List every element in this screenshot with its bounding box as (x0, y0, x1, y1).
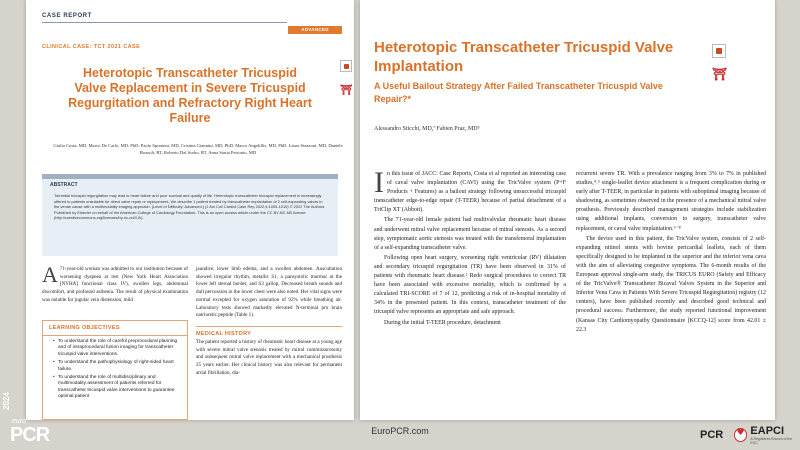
heart-icon (734, 428, 747, 442)
drop-cap: A (42, 262, 58, 287)
learning-objective-item: • To understand the pathophysiology of right-sided heart failure. (53, 360, 181, 373)
eapci-logo (734, 424, 798, 446)
eapci-logo-subtext: A Registered Branch of the ESC (750, 436, 793, 445)
left-article-authors: Giulia Costa, MD, Marco De Carlo, MD, PhD, Paolo Spontoni, MD, Cristina Giannini, MD, PhD, Marco Angelillis, MD, PhD, Laura Stazzoni, MD, Daniele Bozzoli, RT, Roberto Dal Sorbo, RT, Anna Sonia Petronio, MD (53, 143, 343, 155)
learning-objectives-box (42, 320, 188, 420)
left-article-title: Heterotopic Transcatheter Tricuspid Valve Replacement in Severe Tricuspid Regurgitation and Refractory Right Heart Failure (68, 66, 312, 125)
header-divider (42, 22, 287, 23)
paragraph: The 71-year-old female patient had multivalvular rheumatic heart disease and underwent mitral valve replacement because of mitral stenosis. As a second step, symptomatic aortic stenosis was treated with the transfemoral implantation of a self-expanding transcatheter valve. (374, 217, 566, 251)
paragraph: Following open heart surgery, worsening right ventricular (RV) dilatation and secondary tricuspid regurgitation (TR) have been observed in 31% of patients with rheumatic heart disease.² Redo surgical procedures to correct TR have been associated with excessive mortality, which is confirmed by a calculated TRI-SCORE of 7 of 12, predicting a risk of in-hospital mortality of 34% in the presented patient. In this context, transcatheter treatment of the tricuspid valve represents an appropriate and safe approach. (374, 254, 566, 316)
right-icon-column (712, 44, 726, 80)
torii-gate-icon: ⛩ (712, 67, 728, 81)
learning-objectives-list (43, 336, 187, 401)
right-body-column-2 (576, 170, 766, 336)
left-body-column-2 (196, 266, 342, 377)
pcr-logo: PCR (700, 429, 724, 441)
learning-objective-item: • To understand the role of multidisciplinary and multimodality assessment of patients referred for transcatheter tricuspid valve interventions to guarantee optimal patient (53, 375, 181, 401)
left-article-page (26, 0, 354, 420)
left-icon-column (340, 60, 352, 96)
left-body-text-1: 71-year-old woman was admitted to our institution because of worsening dyspnea at rest (New York Heart Association [NYHA] functional class IV), swollen legs, abdominal discomfort, and profound asthenia. The result of physical examination was notable for jugular vein distension, mild (42, 266, 188, 303)
case-report-label: CASE REPORT (42, 13, 92, 19)
left-body-column-1 (42, 262, 188, 305)
right-body-column-1 (374, 166, 566, 329)
right-article-page (360, 0, 775, 420)
right-article-title: Heterotopic Transcatheter Tricuspid Valve Implantation (374, 39, 674, 75)
paragraph: recurrent severe TR. With a prevalence ranging from 3% to 7% in published studies,⁴˒⁵ single-leaflet device attachment is a frequent complication during or early after T-TEER, in particular in patients with suboptimal imaging because of shadowing, as sometimes observed in the presence of a mechanical mitral valve prosthesis. Previously described management strategies include stabilization using additional implants, conversion to surgery, transcatheter valve replacement, or caval valve implantation.⁶⁻⁸ (576, 171, 766, 232)
footer-url: EuroPCR.com (371, 426, 429, 436)
journal-cover-icon (712, 44, 726, 58)
advanced-badge: ADVANCED (288, 26, 342, 34)
europcr-logo-euro: euro (12, 418, 27, 425)
abstract-heading: ABSTRACT (50, 182, 78, 188)
torii-gate-icon: ⛩ (340, 85, 353, 96)
paragraph: In this issue of JACC: Case Reports, Costa et al reported an interesting case of caval valve implantation (CAVI) using the TricValve system (P+F Products + Features) as a bailout strategy following unsuccessful tricuspid transcatheter edge-to-edge repair (T-TEER) because of partial detachment of a TriClip XT (Abbott). (374, 166, 566, 214)
eapci-logo-text: EAPCI (750, 424, 785, 437)
abstract-text: Torrential tricuspid regurgitation may lead to heart failure and poor survival and quality of life. Heterotopic transcatheter tricuspid replacement is increasingly offered to patients unsuitable for direct valve repair or replacement. We describe 1 patient treated by transcatheter implantation of 2 self-expanding valves in the venae cavae with a multimodality imaging approach. (Level of Difficulty: Advanced.) (J Am Coll Cardiol Case Rep 2022;4:1005-1010) © 2022 The Authors. Published by Elsevier on behalf of the American College of Cardiology Foundation. This is an open access article under the CC BY-NC-ND license (http://creativecommons.org/licenses/by-nc-nd/4.0/). (54, 193, 326, 221)
right-article-subtitle: A Useful Bailout Strategy After Failed Transcatheter Tricuspid Valve Repair?* (374, 81, 663, 104)
europcr-year: 2024 (2, 392, 11, 410)
left-body-text-3: The patient reported a history of rheumatic heart disease at a young age with severe mitral valve stenosis treated by mitral commissurotomy and subsequent mitral valve replacement with a mechanical prosthesis 25 years earlier. Her clinical history was also relevant for permanent atrial fibrillation, dia- (196, 338, 342, 376)
journal-cover-icon (340, 60, 352, 72)
europcr-logo: PCR (10, 424, 50, 446)
learning-objectives-heading: LEARNING OBJECTIVES (43, 321, 187, 336)
medical-history-heading: MEDICAL HISTORY (196, 326, 342, 337)
right-article-authors: Alessandro Sticchi, MD,ª Fabien Praz, MDᵇ (374, 126, 480, 132)
learning-objective-item: • To understand the role of careful preprocedural planning and of intraprocedural fusion imaging for transcatheter tricuspid valve interventions. (53, 339, 181, 358)
drop-cap: I (374, 166, 384, 199)
clinical-case-label: CLINICAL CASE: TCT 2021 CASE (42, 44, 141, 50)
paragraph: During the initial T-TEER procedure, detachment (384, 319, 501, 326)
paragraph: The device used in this patient, the TricValve system, consists of 2 self-expanding nitinol stents with bovine pericardial leaflets, each of them specifically designed to be implanted in the superior and the inferior vena cava with the aim of alleviating congestive symptoms. The 6-month results of the European approval single-arm study, the TRICUS EURO (Safety and Efficacy of the TricValve® Transcatheter Bicaval Valves System in the Superior and Inferior Vena Cava in Patients With Severe Tricuspid Regurgitation) registry (12 centers), have been published recently and described good technical and procedural success. Furthermore, the study reported functional improvement (Kansas City Cardiomyopathy Questionnaire [KCCQ-12] score from 42.01 ± 22.3 (576, 235, 766, 333)
left-body-text-2: jaundice, lower limb edema, and a swollen abdomen. Auscultation showed irregular rhythm, metallic S1, a pansystolic murmur at the lower left sternal border, and S3 gallop. Decreased breath sounds and dull percussion in the lower chest were also noted. Her vital signs were normal excepted for oxygen saturation of 92% while breathing air. Laboratory tests showed markedly elevated N-terminal pro brain natriuretic peptide (Table 1). (196, 266, 342, 319)
abstract-box (42, 174, 338, 256)
